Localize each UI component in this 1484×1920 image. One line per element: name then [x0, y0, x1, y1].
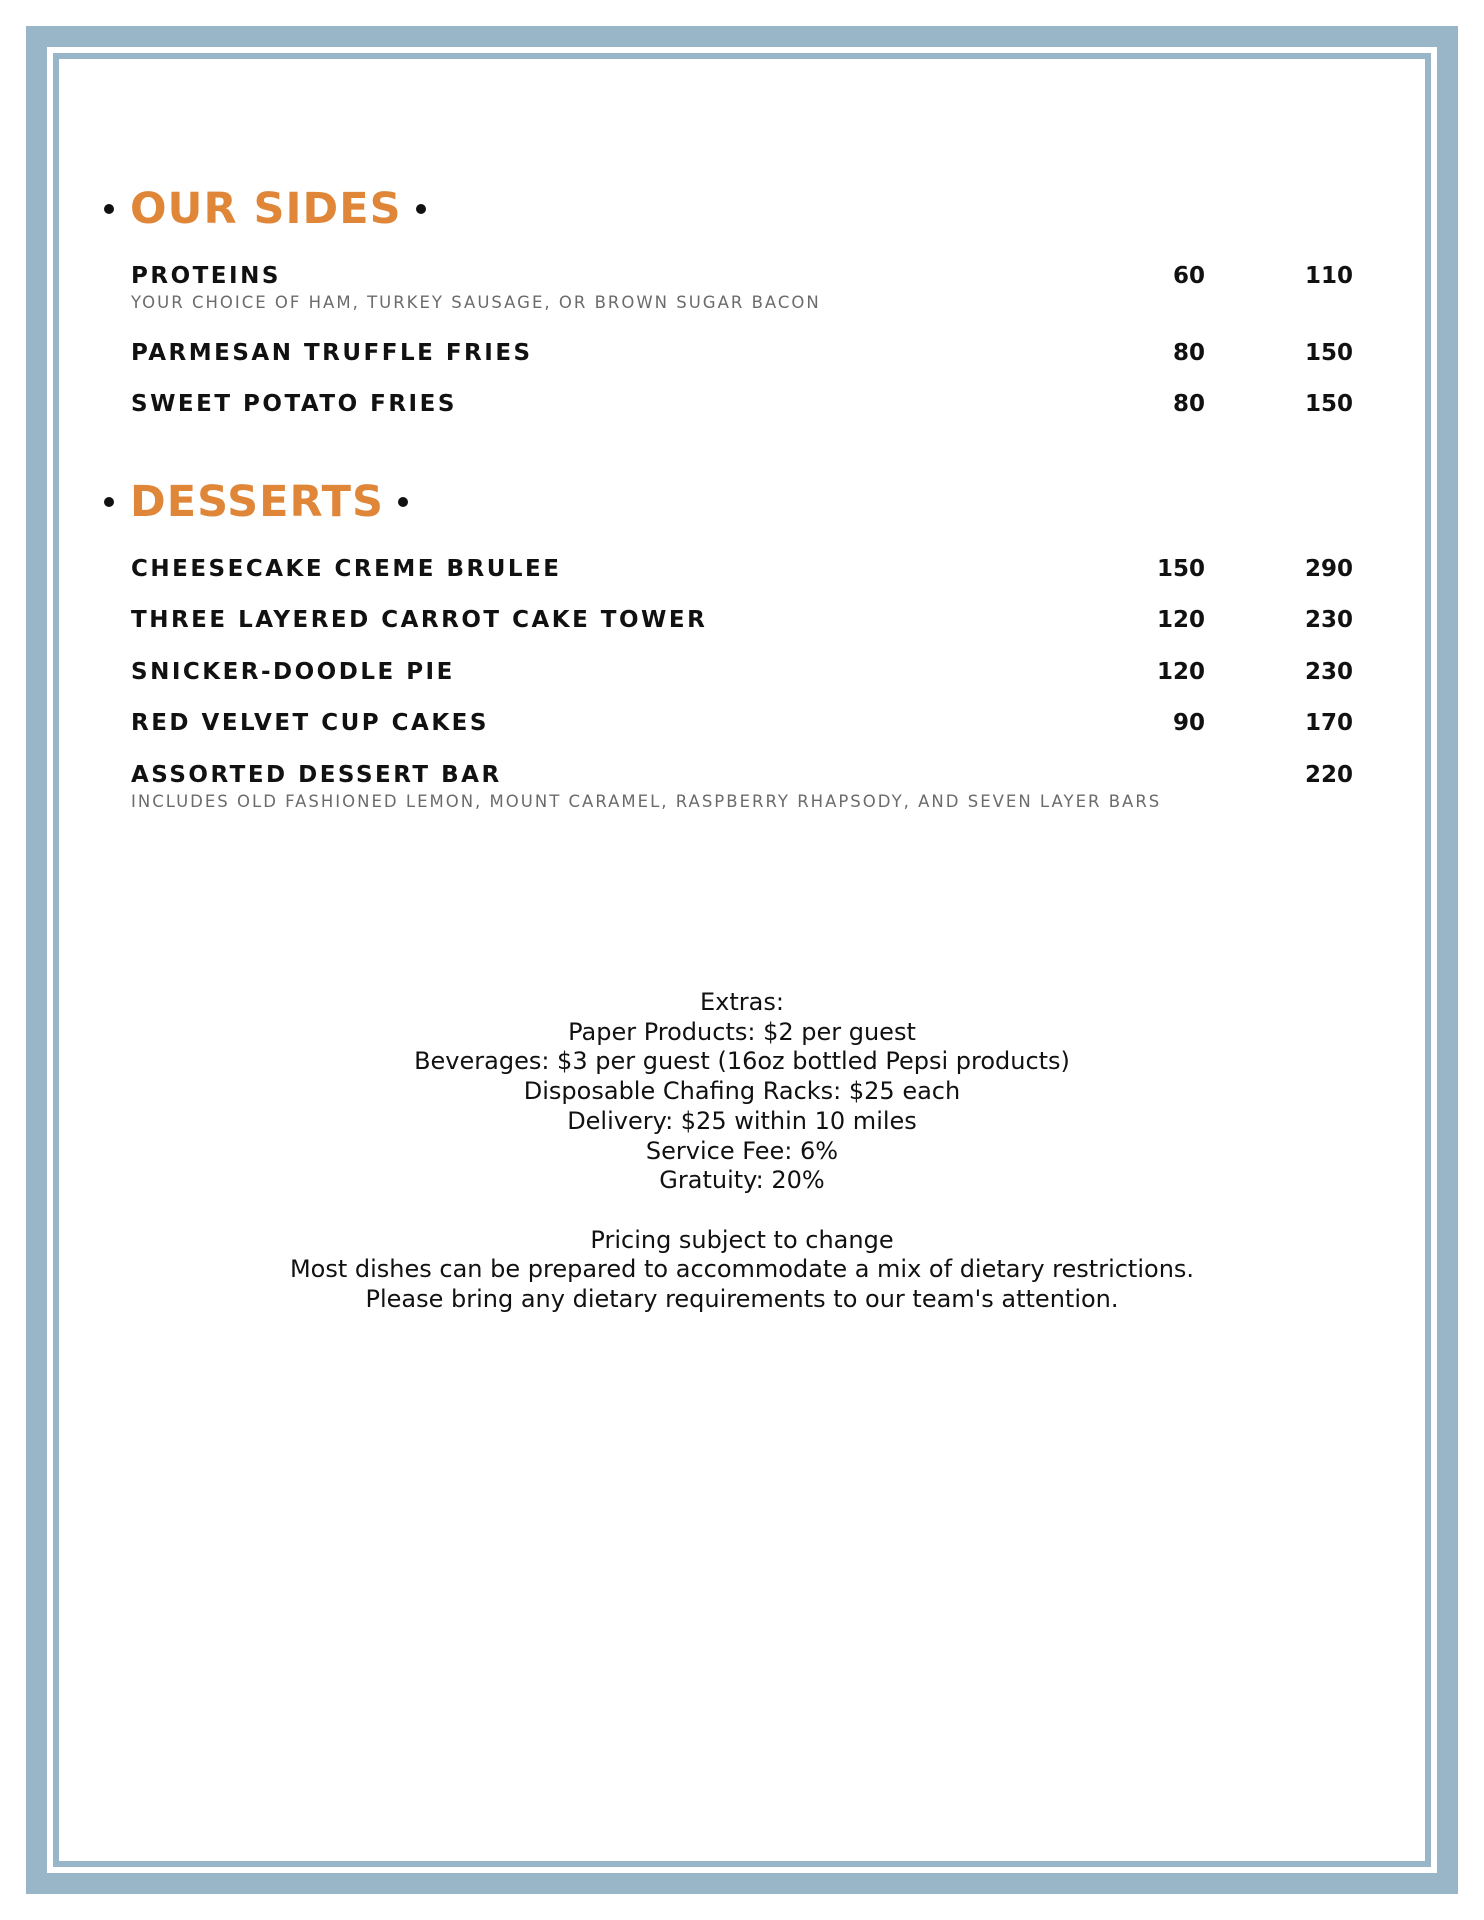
price-small: 150	[1156, 556, 1205, 582]
bullet-icon	[416, 204, 426, 214]
item-name: PROTEINS	[131, 263, 281, 289]
menu-item-red-velvet-cup-cakes	[131, 707, 1357, 739]
item-description: YOUR CHOICE OF HAM, TURKEY SAUSAGE, OR BROWN SUGAR BACON	[131, 293, 821, 312]
extras-line: Paper Products: $2 per guest	[568, 1017, 916, 1046]
price-large: 150	[1304, 340, 1353, 366]
price-large: 110	[1304, 263, 1353, 289]
bullet-icon	[104, 204, 114, 214]
item-name: PARMESAN TRUFFLE FRIES	[131, 340, 533, 366]
menu-item-carrot-cake-tower	[131, 604, 1357, 636]
desserts-heading-text: DESSERTS	[130, 477, 384, 527]
note-line: Pricing subject to change	[590, 1225, 894, 1254]
price-small: 90	[1172, 710, 1205, 736]
spacer	[200, 1196, 1284, 1226]
item-name: RED VELVET CUP CAKES	[131, 710, 489, 736]
menu-item-cheesecake-creme-brulee	[131, 553, 1357, 585]
menu-item-snicker-doodle-pie	[131, 656, 1357, 688]
item-name: CHEESECAKE CREME BRULEE	[131, 556, 562, 582]
item-description: INCLUDES OLD FASHIONED LEMON, MOUNT CARAMEL, RASPBERRY RHAPSODY, AND SEVEN LAYER BARS	[131, 792, 1162, 811]
item-name: ASSORTED DESSERT BAR	[131, 762, 502, 788]
price-small: 120	[1156, 607, 1205, 633]
item-name: SWEET POTATO FRIES	[131, 391, 457, 417]
price-large: 230	[1304, 659, 1353, 685]
extras-line: Service Fee: 6%	[645, 1136, 839, 1165]
extras-block	[200, 988, 1284, 1315]
item-name: SNICKER-DOODLE PIE	[131, 659, 455, 685]
price-large: 220	[1304, 762, 1353, 788]
item-name: THREE LAYERED CARROT CAKE TOWER	[131, 607, 708, 633]
price-large: 230	[1304, 607, 1353, 633]
price-small: 120	[1156, 659, 1205, 685]
menu-item-proteins	[131, 260, 1357, 314]
bullet-icon	[104, 497, 114, 507]
price-large: 150	[1304, 391, 1353, 417]
price-small: 60	[1172, 263, 1205, 289]
sides-heading-text: OUR SIDES	[130, 184, 402, 234]
sides-heading	[104, 179, 426, 239]
extras-line: Beverages: $3 per guest (16oz bottled Pepsi products)	[414, 1047, 1070, 1076]
menu-item-parmesan-truffle-fries	[131, 337, 1357, 369]
desserts-heading	[104, 472, 408, 532]
inner-border	[53, 53, 1431, 1867]
note-line: Please bring any dietary requirements to our team's attention.	[365, 1285, 1119, 1314]
note-line: Most dishes can be prepared to accommodate a mix of dietary restrictions.	[289, 1255, 1195, 1284]
extras-title: Extras:	[700, 988, 784, 1016]
extras-line: Gratuity: 20%	[659, 1166, 825, 1195]
extras-line: Delivery: $25 within 10 miles	[567, 1106, 917, 1135]
bullet-icon	[398, 497, 408, 507]
price-small: 80	[1172, 340, 1205, 366]
menu-item-assorted-dessert-bar	[131, 759, 1357, 813]
menu-item-sweet-potato-fries	[131, 388, 1357, 420]
price-large: 170	[1304, 710, 1353, 736]
price-large: 290	[1304, 556, 1353, 582]
extras-line: Disposable Chafing Racks: $25 each	[523, 1077, 961, 1106]
price-small: 80	[1172, 391, 1205, 417]
